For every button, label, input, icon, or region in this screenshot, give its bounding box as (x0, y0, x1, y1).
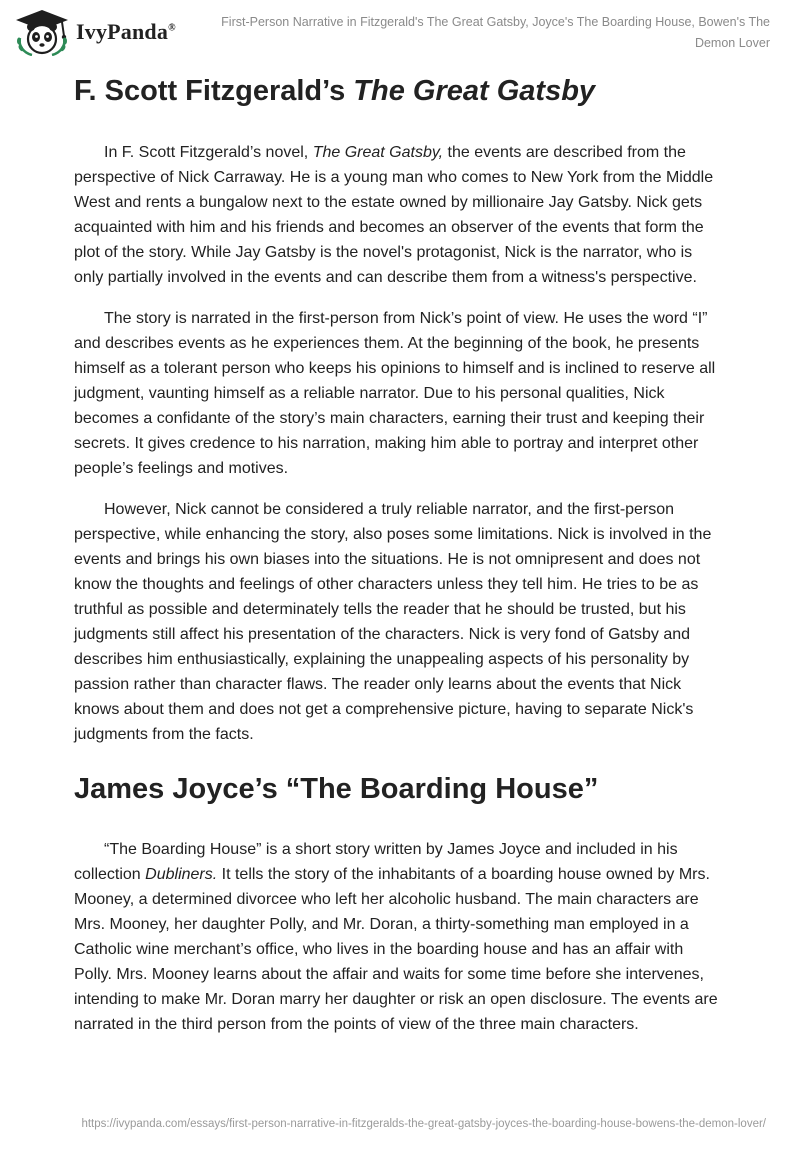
brand-logo[interactable] (14, 8, 176, 56)
section-heading-boarding-house: James Joyce’s “The Boarding House” (74, 773, 599, 805)
source-url[interactable]: https://ivypanda.com/essays/first-person-narrative-in-fitzgeralds-the-great-gatsby-joyces-the-boarding-house-bowens-the-demon-lover/ (81, 1118, 766, 1130)
page-header (0, 0, 800, 70)
paragraph-boarding-house-1: “The Boarding House” is a short story written by James Joyce and included in his collection Dubliners. It tells the story of the inhabitants of a boarding house owned by Mrs. Mooney, a determined divorcee who left her alcoholic husband. The main characters are Mrs. Mooney, her daughter Polly, and Mr. Doran, a thirty-something man employed in a Catholic wine merchant’s office, who lives in the boarding house and has an affair with Polly. Mrs. Mooney learns about the affair and waits for some time before she intervenes, intending to make Mr. Doran marry her daughter or risk an open disclosure. The events are narrated in the third person from the points of view of the three main characters. (74, 841, 718, 1033)
document-title: First-Person Narrative in Fitzgerald's The Great Gatsby, Joyce's The Boarding House, Bowen's The Demon Lover (221, 15, 770, 50)
section-heading-gatsby: F. Scott Fitzgerald’s The Great Gatsby (74, 75, 596, 107)
panda-graduate-icon (14, 8, 70, 56)
paragraph-gatsby-1: In F. Scott Fitzgerald’s novel, The Great Gatsby, the events are described from the perspective of Nick Carraway. He is a young man who comes to New York from the Middle West and rents a bungalow next to the estate owned by millionaire Jay Gatsby. Nick gets acquainted with him and his friends and becomes an observer of the events that form the plot of the story. While Jay Gatsby is the novel's protagonist, Nick is the narrator, who is only partially involved in the events and can describe them from a witness's perspective. (74, 144, 714, 286)
paragraph-gatsby-3: However, Nick cannot be considered a truly reliable narrator, and the first-person perspective, while enhancing the story, also poses some limitations. Nick is involved in the events and brings his own biases into the situations. He is not omnipresent and does not know the thoughts and feelings of other characters unless they tell him. He tries to be as truthful as possible and determinately tells the reader that he should be trusted, but his judgments still affect his presentation of the characters. Nick is very fond of Gatsby and describes him enthusiastically, explaining the unappealing aspects of his personality by passion rather than character flaws. The reader only learns about the events that Nick knows about them and does not get a comprehensive picture, having to separate Nick's judgments from the facts. (74, 501, 712, 743)
essay-content (74, 70, 724, 1053)
brand-name: IvyPanda® (76, 19, 176, 44)
paragraph-gatsby-2: The story is narrated in the first-person from Nick’s point of view. He uses the word “I” and describes events as he experiences them. At the beginning of the book, he presents himself as a tolerant person who keeps his opinions to himself and is inclined to reserve all judgment, vaunting himself as a reliable narrator. Due to his personal qualities, Nick becomes a confidante of the story’s main characters, earning their trust and keeping their secrets. It gives credence to his narration, making him able to portray and interpret other people’s feelings and motives. (74, 310, 716, 477)
